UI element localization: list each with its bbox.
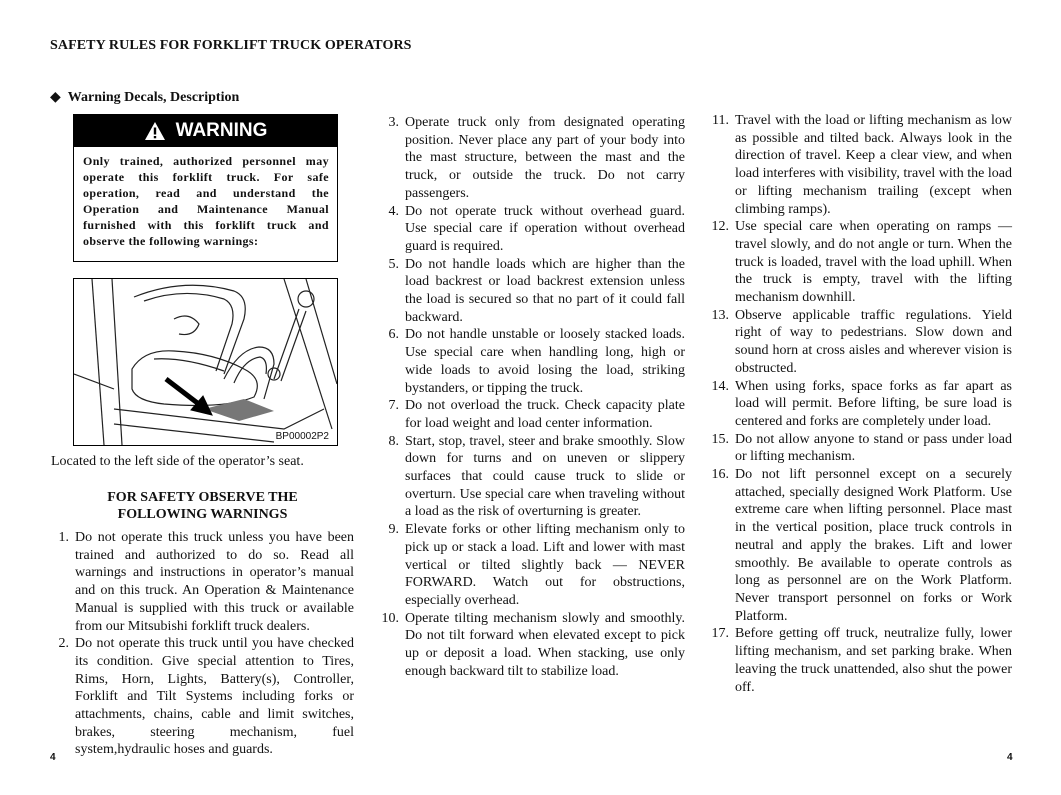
- list-item: 2. Do not operate this truck until you have checked its condition. Give special attention to Tires, Rims, Horn, Lights, Battery(s), Controller, Forklift and Tilt Systems including forks or attachments, chains, cable and limit switches, brakes, steering mechanism, fuel system,hydraulic hoses and guards.: [58, 636, 354, 758]
- page-number-right: 4: [1007, 752, 1013, 763]
- warning-triangle-icon: [144, 121, 166, 141]
- rules-column-3: [708, 112, 1012, 696]
- seat-decal-figure: [73, 278, 338, 446]
- list-item: 6. Do not handle unstable or loosely stacked loads. Use special care when handling long, high or wide loads to avoid losing the load, striking bystanders, or tipping the truck.: [388, 327, 685, 396]
- list-item: 7. Do not overload the truck. Check capacity plate for load weight and load center information.: [388, 398, 685, 431]
- list-item: 4. Do not operate truck without overhead guard. Use special care if operation without overhead guard is required.: [388, 203, 685, 254]
- list-item: 3. Operate truck only from designated operating position. Never place any part of your body into the mast structure, between the mast and the truck, or outside the truck. Do not carry passengers.: [388, 115, 685, 201]
- section-title: Warning Decals, Description: [67, 90, 240, 105]
- list-item: 16. Do not lift personnel except on a securely attached, specially designed Work Platform. Use extreme care when lifting personnel. Place mast in the vertical position, place truck controls in neutral and apply the brakes. Lift and lower smoothly. Be available to operate controls as long as personnel are on the Work Platform. Never transport personnel on forks or Work Platform.: [711, 467, 1012, 624]
- page-number-left: 4: [50, 752, 56, 763]
- list-item: 14. When using forks, space forks as far apart as load will permit. Before lifting, be sure load is centered and forks are completely under load.: [711, 378, 1012, 429]
- list-item: 15. Do not allow anyone to stand or pass under load or lifting mechanism.: [711, 431, 1012, 465]
- rules-column-1: [50, 529, 354, 759]
- warning-header: [74, 115, 337, 147]
- warning-text: Only trained, authorized personnel may operate this forklift truck. For safe operation, read and understand the Operation and Maintenance Manual furnished with this forklift truck and observe the following warnings:: [83, 154, 329, 248]
- diamond-bullet-icon: ◆: [50, 90, 61, 105]
- list-item: 8. Start, stop, travel, steer and brake smoothly. Slow down for turns and on uneven or slippery surfaces that could cause truck to slide or overturn. Use special care when traveling without a load as the risk of overturning is greater.: [388, 433, 685, 520]
- observe-heading-line: FOLLOWING WARNINGS: [117, 507, 288, 522]
- warning-decal: [73, 114, 338, 262]
- warning-title: WARNING: [175, 120, 268, 141]
- rules-column-2: [380, 114, 685, 681]
- list-item: 1. Do not operate this truck unless you have been trained and authorized to do so. Read all warnings and instructions in operator’s manual and on this truck. An Operation & Maintenance Manual is supplied with this truck or available from our Mitsubishi forklift truck dealers.: [58, 530, 354, 634]
- section-heading: [50, 89, 239, 106]
- operator-seat-illustration: [74, 279, 337, 445]
- list-item: 11. Travel with the load or lifting mechanism as low as possible and tilted back. Always look in the direction of travel. Keep a clear view, and when load interferes with visibility, travel with the load or lifting mechanism trailing (except when climbing ramps).: [712, 113, 1012, 217]
- observe-heading-line: FOR SAFETY OBSERVE THE: [107, 490, 298, 505]
- list-item: 10. Operate tilting mechanism slowly and smoothly. Do not tilt forward when elevated except to pick up or deposit a load. When stacking, use only enough backward tilt to stabilize load.: [381, 610, 685, 679]
- figure-code: BP00002P2: [275, 431, 329, 442]
- list-item: 13. Observe applicable traffic regulations. Yield right of way to pedestrians. Slow down and sound horn at cross aisles and wherever vision is obstructed.: [711, 307, 1012, 376]
- list-item: 9. Elevate forks or other lifting mechanism only to pick up or stack a load. Lift and lower with mast vertical or tilted slightly back — NEVER FORWARD. Watch out for obstructions, especially overhead.: [388, 522, 685, 608]
- list-item: 5. Do not handle loads which are higher than the load backrest or load backrest extension unless the load is secured so that no part of it could fall backward.: [388, 256, 685, 325]
- list-item: 17. Before getting off truck, neutralize fully, lower lifting mechanism, and set parking brake. When leaving the truck unattended, also shut the power off.: [711, 626, 1012, 695]
- observe-heading: [90, 489, 315, 523]
- page-header: SAFETY RULES FOR FORKLIFT TRUCK OPERATORS: [50, 38, 412, 53]
- figure-caption: Located to the left side of the operator’s seat.: [51, 454, 304, 469]
- list-item: 12. Use special care when operating on ramps — travel slowly, and do not angle or turn. When the truck is loaded, travel with the load uphill. When the truck is empty, travel with the lifting mechanism downhill.: [711, 219, 1012, 306]
